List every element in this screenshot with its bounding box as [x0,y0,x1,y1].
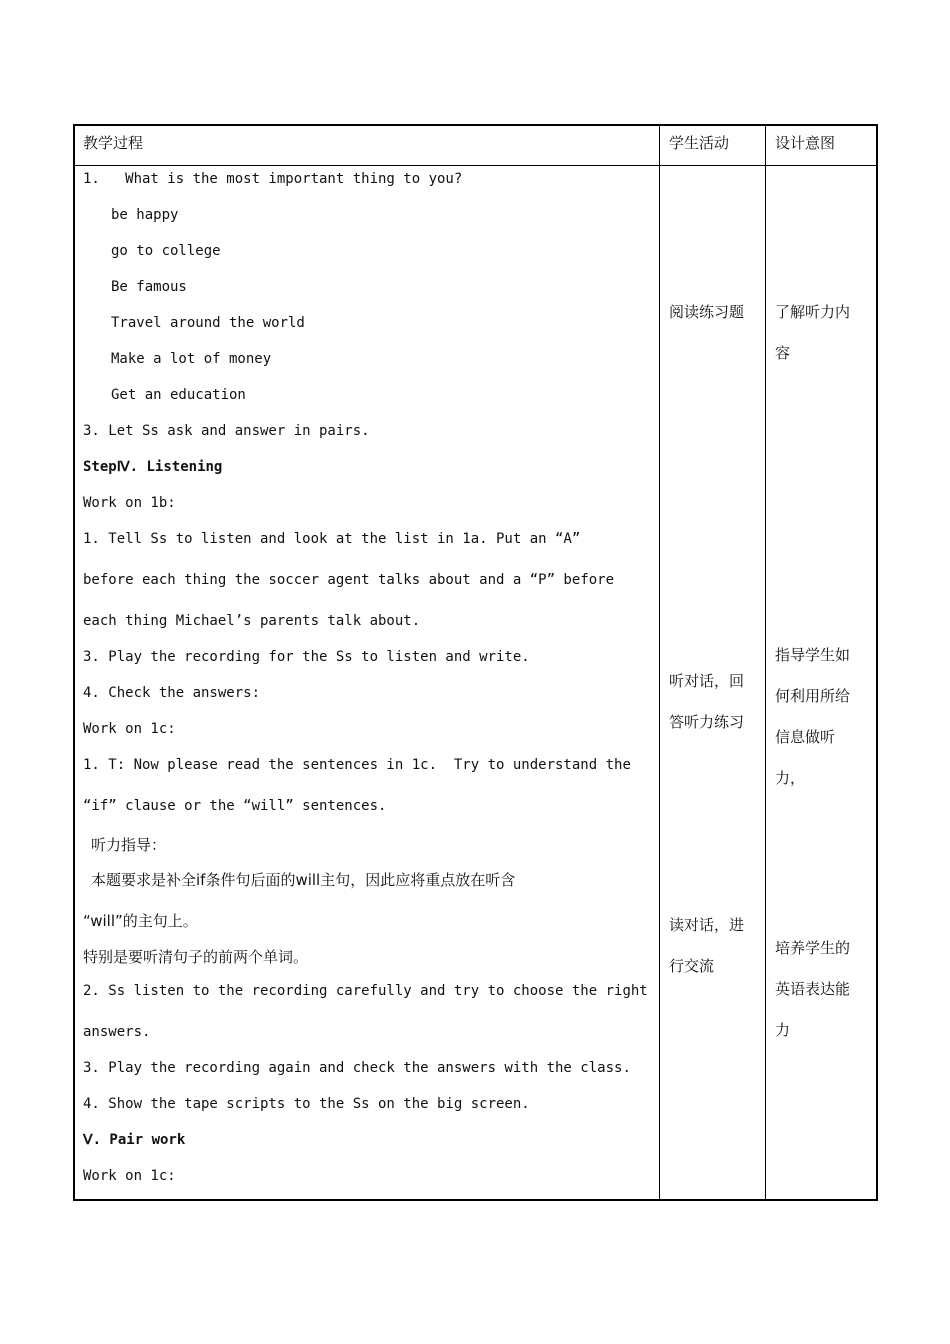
intent-text: 培养学生的 [775,939,851,957]
intent-text: 力 [775,1021,791,1039]
process-line: before each thing the soccer agent talks about and a “P” before [83,572,615,588]
process-line: 1. T: Now please read the sentences in 1c. Try to understand the [83,757,631,773]
process-line: Work on 1b: [83,495,176,511]
activity-text: 听对话，回 [669,672,745,690]
process-line: Travel around the world [111,315,305,331]
process-line: Be famous [111,279,187,295]
design-intent-3 [775,928,850,1051]
student-activity-1 [669,292,744,333]
process-line: 1. What is the most important thing to you? [83,171,463,187]
process-line: 4. Show the tape scripts to the Ss on the big screen. [83,1096,530,1112]
intent-text: 容 [775,344,791,362]
student-activity-3 [669,905,744,987]
process-line: 3. Play the recording again and check the answers with the class. [83,1060,631,1076]
activity-text: 读对话，进 [669,916,745,934]
process-line: 3. Play the recording for the Ss to listen and write. [83,649,530,665]
process-line: answers. [83,1024,151,1040]
header-divider [75,165,876,166]
process-line: Work on 1c: [83,1168,176,1184]
intent-text: 了解听力内 [775,303,851,321]
process-line: 3. Let Ss ask and answer in pairs. [83,423,370,439]
process-line: go to college [111,243,221,259]
design-intent-2 [775,635,850,799]
process-line: Make a lot of money [111,351,272,367]
process-line: Get an education [111,387,246,403]
process-line: 2. Ss listen to the recording carefully and try to choose the right [83,983,648,999]
process-line: 本题要求是补全if条件句后面的will主句，因此应将重点放在听含 [91,871,516,889]
header-teaching-process: 教学过程 [83,134,144,152]
intent-text: 何利用所给 [775,687,851,705]
process-line: 1. Tell Ss to listen and look at the list in 1a. Put an “A” [83,531,581,547]
activity-text: 阅读练习题 [669,303,745,321]
section-heading: StepⅣ. Listening [83,459,223,475]
intent-text: 英语表达能 [775,980,851,998]
process-line: each thing Michael’s parents talk about. [83,613,421,629]
lesson-plan-table [73,124,878,1201]
intent-text: 力， [775,769,806,787]
section-heading: Ⅴ. Pair work [83,1132,186,1148]
design-intent-1 [775,292,850,374]
process-line: Work on 1c: [83,721,176,737]
column-divider [765,126,766,1199]
intent-text: 指导学生如 [775,646,851,664]
intent-text: 信息做听 [775,728,836,746]
process-line: 特别是要听清句子的前两个单词。 [83,948,309,966]
process-line: “if” clause or the “will” sentences. [83,798,387,814]
process-line: “will”的主句上。 [83,912,198,930]
header-student-activity: 学生活动 [669,134,730,152]
process-line: be happy [111,207,179,223]
header-design-intent: 设计意图 [775,134,836,152]
column-divider [659,126,660,1199]
student-activity-2 [669,661,744,743]
process-line: 听力指导： [91,836,167,854]
activity-text: 答听力练习 [669,713,745,731]
process-line: 4. Check the answers: [83,685,261,701]
activity-text: 行交流 [669,957,715,975]
